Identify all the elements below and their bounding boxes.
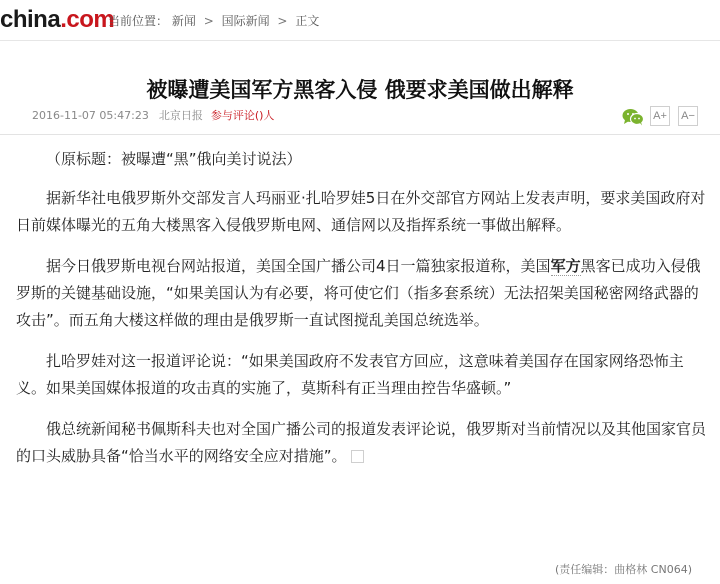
article-paragraph: 据新华社电俄罗斯外交部发言人玛丽亚·扎哈罗娃5日在外交部官方网站上发表声明，要求美国政府对日前媒体曝光的五角大楼黑客入侵俄罗斯电网、通信网以及指挥系统一事做出解释。: [16, 189, 706, 234]
article-body: [16, 146, 708, 484]
article-source: 北京日报: [158, 109, 203, 122]
top-bar: [0, 0, 720, 41]
comment-link[interactable]: 参与评论()人: [210, 109, 275, 122]
article-title: 被曝遭美国军方黑客入侵 俄要求美国做出解释: [146, 78, 574, 103]
article-tools: [622, 106, 698, 128]
breadcrumb-item-news[interactable]: 新闻: [171, 14, 196, 28]
paragraph-text: 黑客已成功入侵俄罗斯的关键基础设施，“如果美国认为有必要，将可使它们（指多套系统）无法招架美国秘密网络武器的攻击”。而五角大楼这样做的理由是俄罗斯一直试图搅乱美国总统选举。: [16, 257, 701, 329]
breadcrumb-item-international[interactable]: 国际新闻: [221, 14, 270, 28]
logo-text-dark: china: [0, 6, 61, 33]
logo-text-red: .com: [60, 6, 115, 33]
breadcrumb-separator: >: [277, 14, 288, 28]
breadcrumb-item-current: 正文: [295, 14, 320, 28]
article-paragraph: 扎哈罗娃对这一报道评论说：“如果美国政府不发表官方回应，这意味着美国存在国家网络恐怖主义。如果美国媒体报道的攻击真的实施了，莫斯科有正当理由控告华盛顿。”: [16, 352, 684, 397]
font-increase-button[interactable]: A+: [650, 106, 670, 126]
wechat-icon[interactable]: [622, 108, 644, 126]
breadcrumb-separator: >: [203, 14, 214, 28]
paragraph-text: 俄总统新闻秘书佩斯科夫也对全国广播公司的报道发表评论说，俄罗斯对当前情况以及其他国家官员的口头威胁具备“恰当水平的网络安全应对措施”。: [16, 420, 707, 465]
paragraph-text: 据今日俄罗斯电视台网站报道，美国全国广播公司4日一篇独家报道称，美国: [46, 257, 551, 275]
placeholder-box-icon: [351, 450, 364, 463]
keyword-link[interactable]: 军方: [550, 257, 581, 275]
font-decrease-button[interactable]: A−: [678, 106, 698, 126]
site-logo[interactable]: [0, 6, 114, 34]
article-meta-bar: [0, 100, 720, 135]
breadcrumb-prefix: 当前位置：: [108, 14, 169, 28]
editor-note: (责任编辑：曲格林 CN064): [555, 563, 692, 576]
article-paragraph: （原标题：被曝遭“黑”俄向美讨说法）: [46, 150, 302, 168]
article-meta: [32, 109, 274, 123]
publish-datetime: 2016-11-07 05:47:23: [32, 109, 149, 122]
article-paragraph: [16, 416, 708, 470]
breadcrumb: [108, 13, 319, 29]
article-paragraph: [16, 253, 708, 334]
